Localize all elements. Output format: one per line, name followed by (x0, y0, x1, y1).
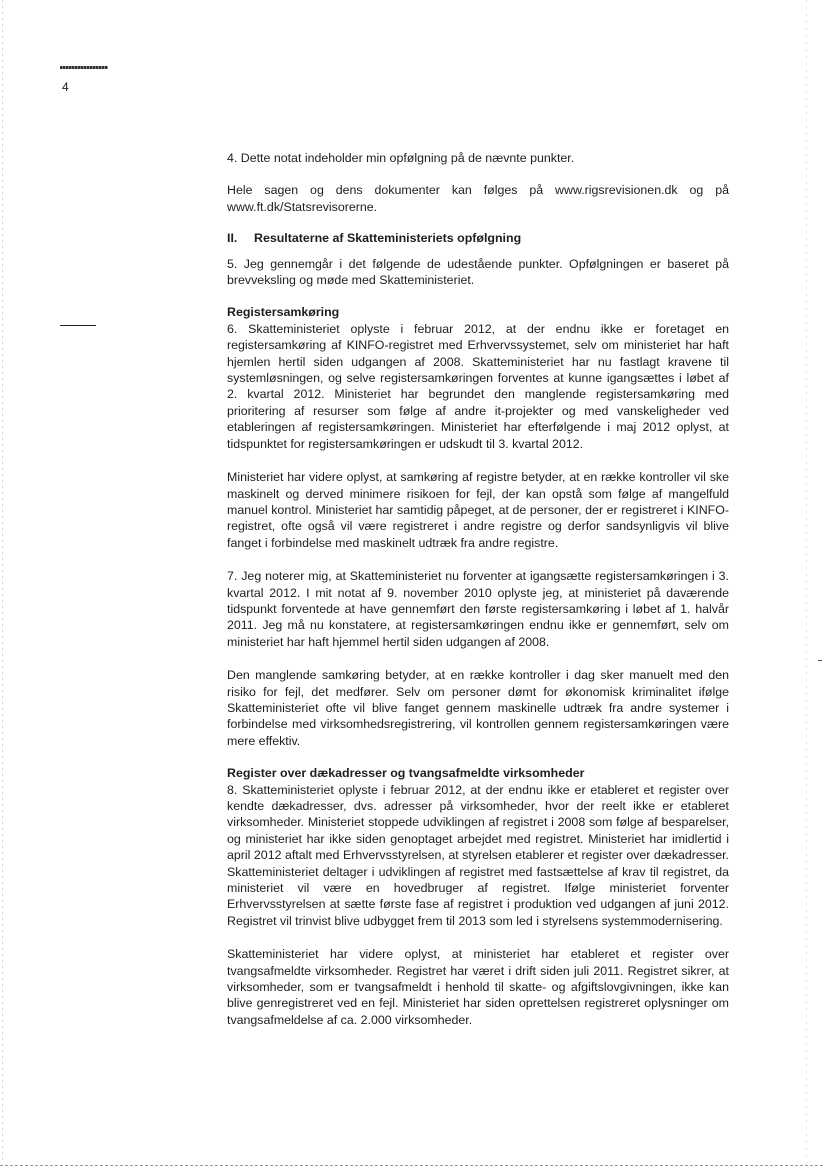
scan-edge-left (2, 0, 3, 1168)
paragraph-7b: Den manglende samkøring betyder, at en række kontroller i dag sker manuelt med den risiko for fejl, det medfører. Selv om personer dømt for økonomisk kriminalitet ifølge Skatteministeriet ofte vil blive fanget gennem maskinelle udtræk fra andre systemer i forbindelse med virksomhedsregistrering, vil kontrollen gennem registersamkøringen være mere effektiv. (227, 668, 729, 748)
paragraph-7: 7. Jeg noterer mig, at Skatteministeriet nu forventer at igangsætte registersamkøringen i 3. kvartal 2012. I mit notat af 9. november 2010 oplyste jeg, at ministeriet på daværende tidspunkt forventede at have gennemført den første registersamkøring i løbet af 1. halvår 2011. Jeg må nu konstatere, at registersamkøringen endnu ikke er gennemført, selv om ministeriet har haft hjemmel hertil siden udgangen af 2008. (227, 569, 729, 649)
body-text (227, 150, 729, 1028)
paragraph-4: 4. Dette notat indeholder min opfølgning på de nævnte punkter. (227, 151, 575, 165)
subheading-registersamkoring: Registersamkøring (227, 305, 340, 320)
section-title: Resultaterne af Skatteministeriets opfølgning (254, 231, 522, 246)
paragraph-6: 6. Skatteministeriet oplyste i februar 2012, at der endnu ikke er foretaget en registersamkøring af KINFO-registret med Erhvervssystemet, selv om ministeriet har haft hjemlen hertil siden udgangen af 2008. Skatteministeriet har nu fastlagt kravene til systemløsningen, og selve registersamkøringen forventes at kunne igangsættes i løbet af 2. kvartal 2012. Ministeriet har begrundet den manglende registersamkøring med prioritering af resurser som følge af andre it-projekter og med vanskeligheder ved etableringen af registersamkøringen. Ministeriet har efterfølgende i maj 2012 oplyst, at tidspunktet for registersamkøringen er udskudt til 3. kvartal 2012. (227, 321, 729, 451)
paragraph-6b: Ministeriet har videre oplyst, at samkøring af registre betyder, at en række kontroller vil ske maskinelt og derved minimere risikoen for fejl, der kan opstå som følge af mangelfuld manuel kontrol. Ministeriet har samtidig påpeget, at de personer, der er registreret i KINFO-registret, ofte også vil være registreret i andre registre og derfor sandsynligvis vil blive fanget i forbindelse med maskinelt udtræk fra andre registre. (227, 470, 729, 550)
section-heading (227, 230, 729, 246)
paragraph-5: 5. Jeg gennemgår i det følgende de udestående punkter. Opfølgningen er baseret på brevveksling og møde med Skatteministeriet. (227, 256, 729, 288)
page-number: 4 (62, 80, 69, 94)
scan-edge-right (806, 0, 807, 1168)
margin-mark (60, 325, 96, 326)
paragraph-8: 8. Skatteministeriet oplyste i februar 2012, at der endnu ikke er etableret et register over kendte dækadresser, dvs. adresser på virksomheder, hvor der reelt ikke er etableret virksomheder. Ministeriet stoppede udviklingen af registret i 2008 som følge af besparelser, og ministeriet har ikke siden genoptaget arbejdet med registret. Ministeriet har imidlertid i april 2012 aftalt med Erhvervsstyrelsen, at styrelsen etablerer et register over dækadresser. Skatteministeriet deltager i udviklingen af registret med fastsættelse af krav til registret, da ministeriet vil være en hovedbruger af registret. Ifølge ministeriet forventer Erhvervsstyrelsen at sætte første fase af registret i produktion ved udgangen af juni 2012. Registret vil trinvist blive udbygget frem til 2013 som led i styrelsens systemmodernisering. (227, 782, 729, 928)
paragraph-8b: Skatteministeriet har videre oplyst, at ministeriet har etableret et register over tvangsafmeldte virksomheder. Registret har været i drift siden juli 2011. Registret sikrer, at virksomheder, som er tvangsafmeldt i henhold til skatte- og afgiftslovgivningen, ikke kan blive genregistreret ved en fejl. Ministeriet har siden oprettelsen registreret oplysninger om tvangsafmeldelse af ca. 2.000 virksomheder. (227, 947, 729, 1027)
margin-tick (818, 660, 822, 661)
section-number: II. (227, 231, 238, 246)
scan-edge-bottom (0, 1165, 825, 1166)
header-mark (60, 66, 108, 69)
paragraph-links: Hele sagen og dens dokumenter kan følges på www.rigsrevisionen.dk og på www.ft.dk/Statsrevisorerne. (227, 183, 729, 214)
subheading-daekadresser: Register over dækadresser og tvangsafmeldte virksomheder (227, 766, 585, 781)
